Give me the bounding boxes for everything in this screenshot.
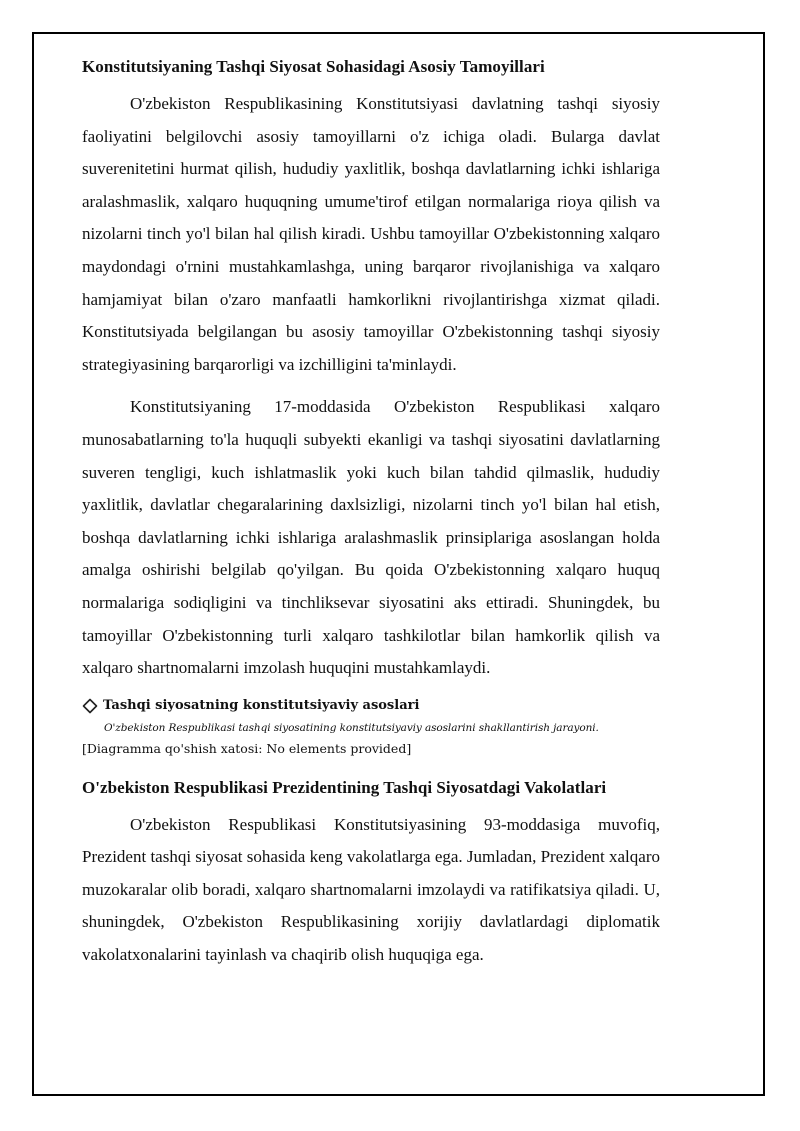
- diagram-error-message: [Diagramma qo'shish xatosi: No elements provided]: [82, 740, 412, 756]
- paragraph: Konstitutsiyaning 17-moddasida O'zbekiston Respublikasi xalqaro munosabatlarning to'la huquqli subyekti ekanligi va tashqi siyosatini davlatlarning suveren tengligi, kuch ishlatmaslik yoki kuch bilan tahdid qilmaslik, hududiy yaxlitlik, davlatlar chegaralarining daxlsizligi, nizolarni tinch yo'l bilan hal etish, boshqa davlatlarning ichki ishlariga aralashmaslik prinsiplariga asoslangan holda amalga oshirishi belgilab qo'yilgan. Bu qoida O'zbekistonning xalqaro huquq normalariga sodiqligini va tinchliksevar siyosatini aks ettiradi. Shuningdek, bu tamoyillar O'zbekistonning turli xalqaro tashkilotlar bilan hamkorlik qilish va xalqaro shartnomalarni imzolash huquqini mustahkamlaydi.: [82, 397, 660, 678]
- section-heading: Konstitutsiyaning Tashqi Siyosat Sohasidagi Asosiy Tamoyillari: [82, 57, 545, 76]
- figure-header: [82, 695, 660, 717]
- figure-title: Tashqi siyosatning konstitutsiyaviy asoslari: [103, 698, 420, 714]
- paragraph: O'zbekiston Respublikasining Konstitutsiyasi davlatning tashqi siyosiy faoliyatini belgilovchi asosiy tamoyillarni o'z ichiga oladi. Bularga davlat suverenitetini hurmat qilish, hududiy yaxlitlik, boshqa davlatlarning ichki ishlariga aralashmaslik, xalqaro huquqning umume'tirof etilgan normalariga rioya qilish va nizolarni tinch yo'l bilan hal qilish kiradi. Ushbu tamoyillar O'zbekistonning xalqaro maydondagi o'rnini mustahkamlashga, uning barqaror rivojlanishiga va xalqaro hamjamiyat bilan o'zaro manfaatli hamkorlikni rivojlantirishga xizmat qiladi. Konstitutsiyada belgilangan bu asosiy tamoyillar O'zbekistonning tashqi siyosiy strategiyasining barqarorligi va izchilligini ta'minlaydi.: [82, 94, 660, 374]
- paragraph: O'zbekiston Respublikasi Konstitutsiyasining 93-moddasiga muvofiq, Prezident tashqi siyosat sohasida keng vakolatlarga ega. Jumladan, Prezident xalqaro muzokaralar olib boradi, xalqaro shartnomalarni imzolaydi va ratifikatsiya qiladi. U, shuningdek, O'zbekiston Respublikasining xorijiy davlatlardagi diplomatik vakolatxonalarini tayinlash va chaqirib olish huquqiga ega.: [82, 814, 660, 965]
- diamond-icon: [82, 698, 98, 714]
- figure-caption: O'zbekiston Respublikasi tashqi siyosatining konstitutsiyaviy asoslarini shakllantirish jarayoni.: [104, 721, 599, 734]
- document-body: [82, 48, 660, 972]
- figure-block: [82, 695, 660, 759]
- section-heading: O'zbekiston Respublikasi Prezidentining Tashqi Siyosatdagi Vakolatlari: [82, 777, 607, 797]
